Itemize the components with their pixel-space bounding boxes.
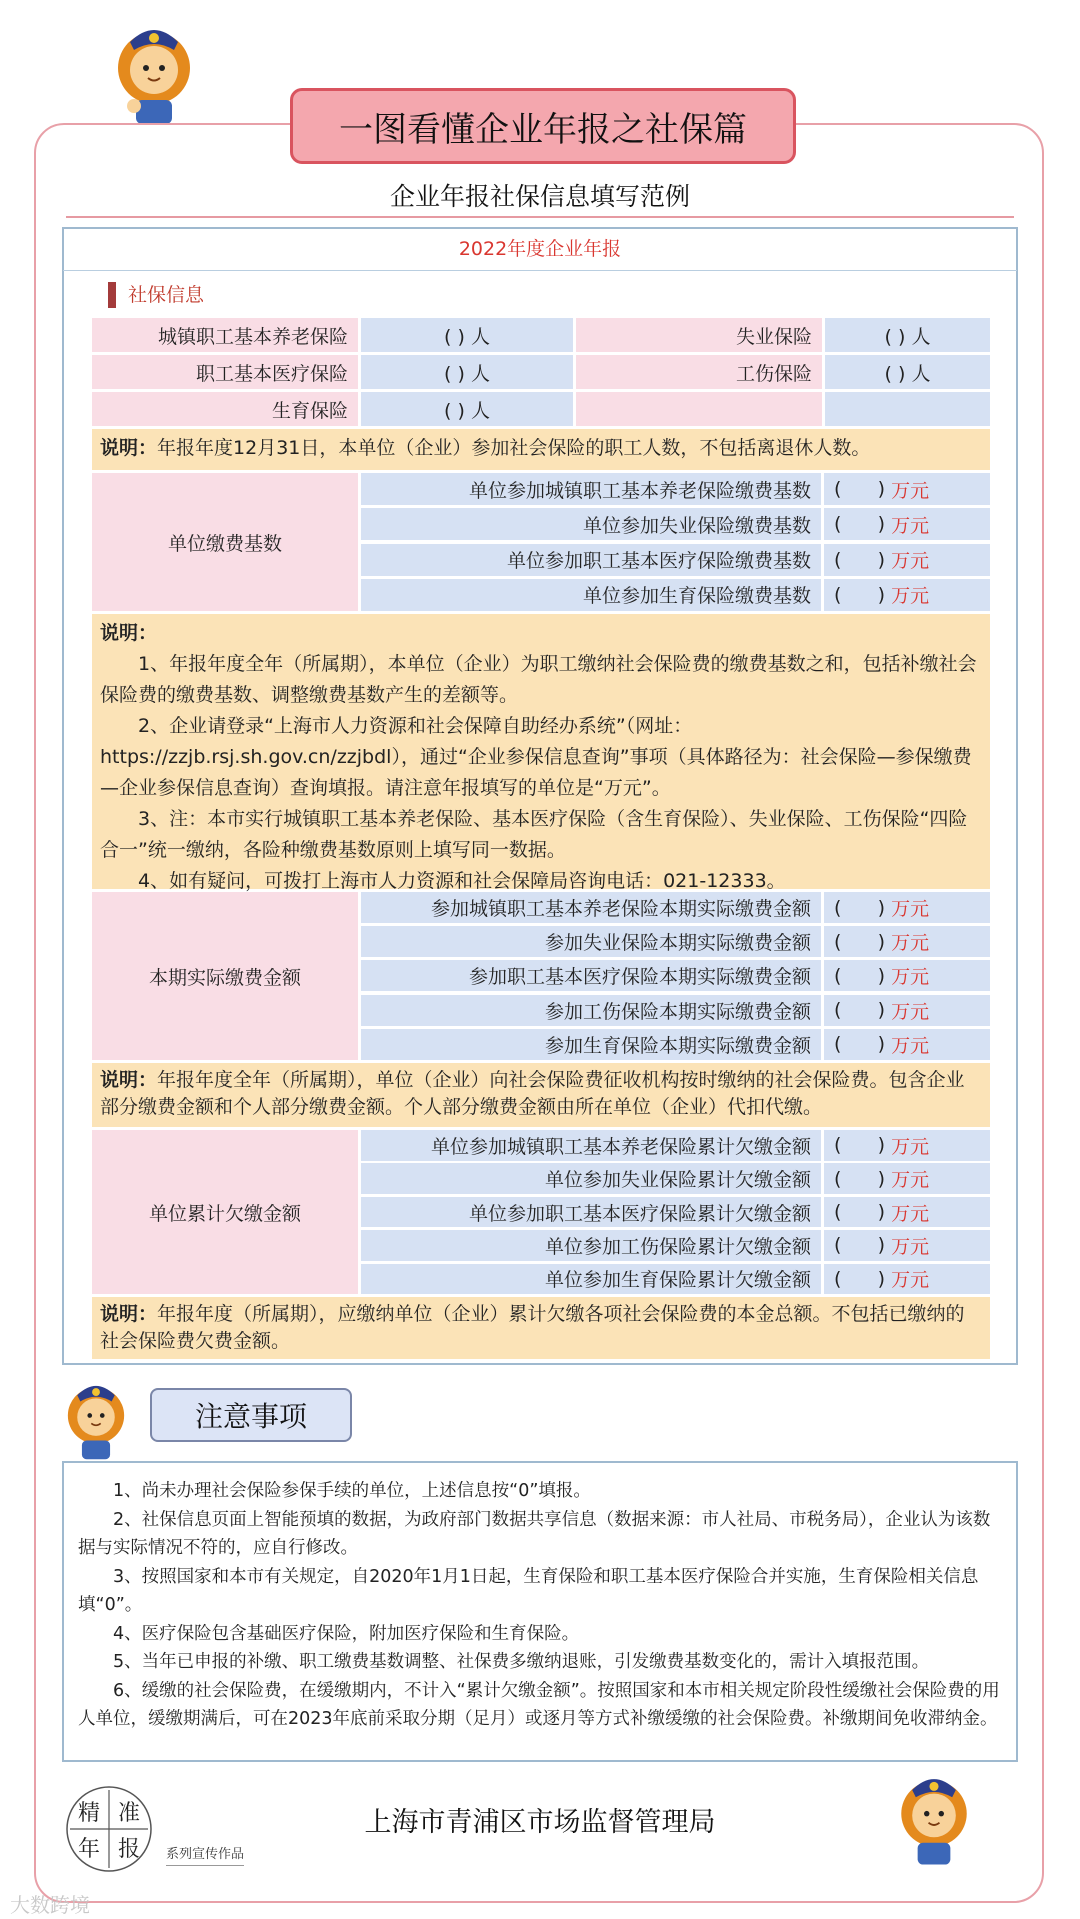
form-row-label: 参加工伤保险本期实际缴费金额 bbox=[361, 995, 821, 1026]
note-prefix: 说明： bbox=[100, 1303, 158, 1325]
unit-label: 万元 bbox=[891, 550, 930, 573]
form-row-input[interactable] bbox=[824, 579, 990, 611]
note-text: 年报年度全年（所属期），单位（企业）向社会保险费征收机构按时缴纳的社会保险费。包含企业部分缴费金额和个人部分缴费金额。个人部分缴费金额由所在单位（企业）代扣代缴。 bbox=[100, 1069, 965, 1118]
form-row-input[interactable] bbox=[824, 926, 990, 957]
note-para: 2、企业请登录“上海市人力资源和社会保障自助经办系统”（网址：https://zzjb.rsj.sh.gov.cn/zzjbdl），通过“企业参保信息查询”事项（具体路径为：社会保险—参保缴费—企业参保信息查询）查询填报。请注意年报填写的单位是“万元”。 bbox=[100, 715, 972, 799]
input-paren: ( ) bbox=[834, 1134, 892, 1157]
input-paren: ( ) bbox=[834, 1234, 892, 1257]
insured-value[interactable]: ( ) 人 bbox=[361, 355, 573, 389]
input-paren: ( ) bbox=[834, 964, 892, 987]
note-prefix: 说明： bbox=[100, 1069, 158, 1091]
form-row-label: 单位参加生育保险缴费基数 bbox=[361, 579, 821, 611]
organization-name: 上海市青浦区市场监督管理局 bbox=[364, 1807, 716, 1838]
note-text: 年报年度12月31日，本单位（企业）参加社会保险的职工人数，不包括离退休人数。 bbox=[157, 437, 871, 459]
notice-item: 4、医疗保险包含基础医疗保险，附加医疗保险和生育保险。 bbox=[113, 1623, 580, 1644]
unit-label: 万元 bbox=[891, 585, 930, 608]
notice-panel bbox=[62, 1461, 1018, 1762]
form-row-input[interactable] bbox=[824, 473, 990, 505]
note-para: 3、注：本市实行城镇职工基本养老保险、基本医疗保险（含生育保险）、失业保险、工伤保险“四险合一”统一缴纳，各险种缴费基数原则上填写同一数据。 bbox=[100, 808, 968, 861]
form-row-input[interactable] bbox=[824, 1163, 990, 1194]
input-paren: ( ) bbox=[834, 513, 892, 536]
stamp-char: 年 bbox=[77, 1837, 101, 1862]
unit-label: 万元 bbox=[891, 479, 930, 502]
input-paren: ( ) bbox=[834, 1167, 892, 1190]
form-row-label: 单位参加失业保险缴费基数 bbox=[361, 508, 821, 540]
notice-item: 3、按照国家和本市有关规定，自2020年1月1日起，生育保险和职工基本医疗保险合并实施，生育保险相关信息填“0”。 bbox=[78, 1566, 979, 1615]
unit-label: 万元 bbox=[891, 1135, 930, 1158]
unit-label: 万元 bbox=[891, 1000, 930, 1023]
series-caption: 系列宣传作品 bbox=[166, 1843, 244, 1866]
stamp-char: 准 bbox=[117, 1801, 141, 1826]
watermark: 大数跨境 bbox=[10, 1893, 90, 1917]
form-row-label: 单位参加生育保险累计欠缴金额 bbox=[361, 1264, 821, 1295]
note-insured bbox=[92, 429, 990, 470]
insured-label: 工伤保险 bbox=[576, 355, 822, 389]
unit-label: 万元 bbox=[891, 514, 930, 537]
unit-label: 万元 bbox=[891, 966, 930, 989]
note-para: 1、年报年度全年（所属期），本单位（企业）为职工缴纳社会保险费的缴费基数之和，包括补缴社会保险费的缴费基数、调整缴费基数产生的差额等。 bbox=[100, 653, 977, 706]
form-row-input[interactable] bbox=[824, 1197, 990, 1228]
note-prefix: 说明： bbox=[100, 437, 158, 459]
input-paren: ( ) bbox=[834, 896, 892, 919]
unit-label: 万元 bbox=[891, 932, 930, 955]
input-paren: ( ) bbox=[834, 583, 892, 606]
form-row-input[interactable] bbox=[824, 1130, 990, 1161]
note-para: 4、如有疑问，可拨打上海市人力资源和社会保障局咨询电话：021-12333。 bbox=[138, 870, 786, 892]
form-row-input[interactable] bbox=[824, 1029, 990, 1060]
input-paren: ( ) bbox=[834, 548, 892, 571]
form-row-label: 单位参加城镇职工基本养老保险累计欠缴金额 bbox=[361, 1130, 821, 1161]
page-title: 一图看懂企业年报之社保篇 bbox=[290, 88, 796, 164]
form-row-label: 参加城镇职工基本养老保险本期实际缴费金额 bbox=[361, 892, 821, 923]
insured-label: 职工基本医疗保险 bbox=[92, 355, 358, 389]
input-paren: ( ) bbox=[834, 1201, 892, 1224]
input-paren: ( ) bbox=[834, 999, 892, 1022]
group-label-base: 单位缴费基数 bbox=[92, 473, 358, 611]
insured-value[interactable]: ( ) 人 bbox=[825, 355, 990, 389]
notice-heading: 注意事项 bbox=[150, 1388, 352, 1442]
form-row-label: 单位参加失业保险累计欠缴金额 bbox=[361, 1163, 821, 1194]
unit-label: 万元 bbox=[891, 1269, 930, 1292]
form-row-input[interactable] bbox=[824, 995, 990, 1026]
form-title: 2022年度企业年报 bbox=[63, 228, 1017, 271]
unit-label: 万元 bbox=[891, 898, 930, 920]
form-row-input[interactable] bbox=[824, 508, 990, 540]
form-row-label: 单位参加城镇职工基本养老保险缴费基数 bbox=[361, 473, 821, 505]
note-base bbox=[92, 614, 990, 892]
form-row-label: 单位参加职工基本医疗保险缴费基数 bbox=[361, 544, 821, 576]
form-row-label: 参加失业保险本期实际缴费金额 bbox=[361, 926, 821, 957]
page-subtitle: 企业年报社保信息填写范例 bbox=[389, 182, 690, 211]
insured-value[interactable]: ( ) 人 bbox=[361, 392, 573, 426]
group-label-arrears: 单位累计欠缴金额 bbox=[92, 1130, 358, 1294]
notice-item: 1、尚未办理社会保险参保手续的单位，上述信息按“0”填报。 bbox=[113, 1481, 591, 1501]
input-paren: ( ) bbox=[834, 1267, 892, 1290]
insured-label: 生育保险 bbox=[92, 392, 358, 426]
unit-label: 万元 bbox=[891, 1034, 930, 1057]
unit-label: 万元 bbox=[891, 1202, 930, 1225]
form-row-input[interactable] bbox=[824, 960, 990, 991]
empty-cell bbox=[825, 392, 990, 426]
section-label: 社保信息 bbox=[108, 282, 204, 308]
divider bbox=[66, 216, 1014, 218]
form-row-label: 参加职工基本医疗保险本期实际缴费金额 bbox=[361, 960, 821, 991]
lion-mascot-icon bbox=[108, 20, 200, 130]
input-paren: ( ) bbox=[834, 478, 892, 500]
unit-label: 万元 bbox=[891, 1169, 930, 1192]
form-row-label: 单位参加职工基本医疗保险累计欠缴金额 bbox=[361, 1197, 821, 1228]
notice-item: 2、社保信息页面上智能预填的数据，为政府部门数据共享信息（数据来源：市人社局、市税务局），企业认为该数据与实际情况不符的，应自行修改。 bbox=[78, 1509, 991, 1558]
note-actual bbox=[92, 1063, 990, 1127]
insured-label: 城镇职工基本养老保险 bbox=[92, 318, 358, 352]
form-row-input[interactable] bbox=[824, 892, 990, 923]
unit-label: 万元 bbox=[891, 1235, 930, 1258]
notice-item: 6、缓缴的社会保险费，在缓缴期内，不计入“累计欠缴金额”。按照国家和本市相关规定阶段性缓缴社会保险费的用人单位，缓缴期满后，可在2023年底前采取分期（足月）或逐月等方式补缴缓缴的社会保险费。补缴期间免收滞纳金。 bbox=[78, 1680, 1000, 1729]
form-row-label: 单位参加工伤保险累计欠缴金额 bbox=[361, 1230, 821, 1261]
stamp-char: 精 bbox=[77, 1801, 101, 1826]
input-paren: ( ) bbox=[834, 930, 892, 953]
insured-value[interactable]: ( ) 人 bbox=[361, 318, 573, 352]
insured-value[interactable]: ( ) 人 bbox=[825, 318, 990, 352]
stamp-char: 报 bbox=[117, 1837, 141, 1862]
insured-label: 失业保险 bbox=[576, 318, 822, 352]
note-arrears bbox=[92, 1297, 990, 1359]
form-row-input[interactable] bbox=[824, 544, 990, 576]
note-text: 年报年度（所属期），应缴纳单位（企业）累计欠缴各项社会保险费的本金总额。不包括已缴纳的社会保险费欠费金额。 bbox=[100, 1303, 965, 1352]
notice-item: 5、当年已申报的补缴、职工缴费基数调整、社保费多缴纳退账，引发缴费基数变化的，需计入填报范围。 bbox=[113, 1652, 930, 1672]
empty-cell bbox=[576, 392, 822, 426]
form-row-input[interactable] bbox=[824, 1264, 990, 1295]
form-row-input[interactable] bbox=[824, 1230, 990, 1261]
form-row-label: 参加生育保险本期实际缴费金额 bbox=[361, 1029, 821, 1060]
input-paren: ( ) bbox=[834, 1033, 892, 1056]
note-prefix: 说明： bbox=[100, 622, 158, 644]
group-label-actual: 本期实际缴费金额 bbox=[92, 892, 358, 1060]
